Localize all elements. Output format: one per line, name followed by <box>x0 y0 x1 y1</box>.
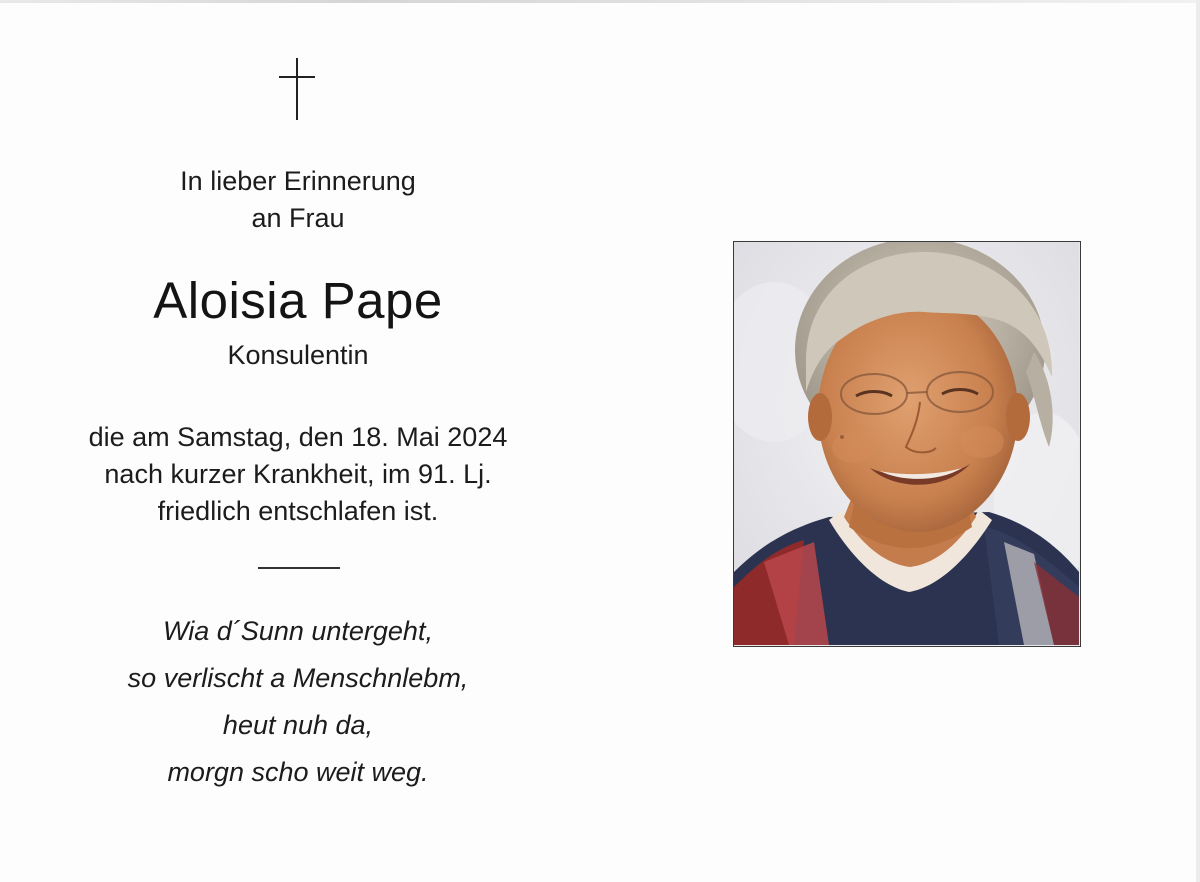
verse-line-2: so verlischt a Menschnlebm, <box>127 663 469 693</box>
cross-icon <box>279 58 315 120</box>
scan-right-edge <box>1196 0 1200 882</box>
death-notice-line-1: die am Samstag, den 18. Mai 2024 <box>88 422 508 452</box>
verse-line-1: Wia d´Sunn untergeht, <box>163 616 433 646</box>
death-notice-line-3: friedlich entschlafen ist. <box>157 496 439 526</box>
honorary-title: Konsulentin <box>227 340 369 370</box>
portrait-photo <box>733 241 1081 647</box>
death-notice-line-2: nach kurzer Krankheit, im 91. Lj. <box>104 459 492 489</box>
deceased-name: Aloisia Pape <box>153 272 443 329</box>
text-column <box>0 0 596 882</box>
intro-line-2: an Frau <box>251 203 345 233</box>
intro-line-1: In lieber Erinnerung <box>180 166 416 196</box>
separator-line <box>258 567 340 569</box>
verse-line-4: morgn scho weit weg. <box>167 757 429 787</box>
verse-line-3: heut nuh da, <box>222 710 374 740</box>
